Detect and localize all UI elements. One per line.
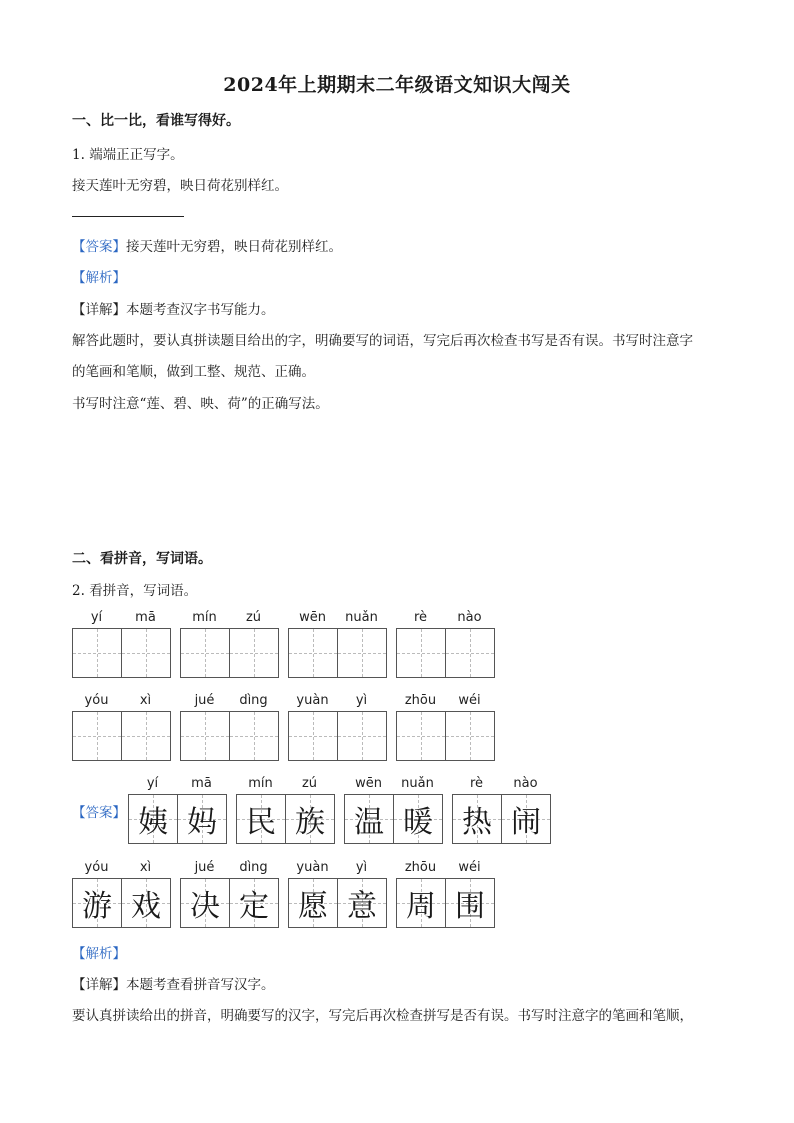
page-title: 2024年上期期末二年级语文知识大闯关 <box>223 74 571 96</box>
pinyin-syllable: zú <box>245 610 262 625</box>
answer-char-cell <box>180 878 230 928</box>
tianzige-cell[interactable] <box>180 711 230 761</box>
tianzige-cell[interactable] <box>72 711 122 761</box>
answer-box-pair <box>396 878 494 928</box>
pinyin-syllable: yí <box>146 776 159 791</box>
pinyin-syllable: yuàn <box>296 693 329 708</box>
answer-char: 游 <box>82 889 112 924</box>
tianzige-cell[interactable] <box>229 711 279 761</box>
pinyin-syllable: jué <box>194 693 215 708</box>
answer-char-cell <box>288 878 338 928</box>
answer-box-pair <box>180 878 278 928</box>
poem-line: 接天莲叶无穷碧，映日荷花别样红。 <box>72 178 288 194</box>
tianzige-cell[interactable] <box>121 628 171 678</box>
answer-char: 定 <box>239 889 269 924</box>
answer-char: 暖 <box>403 805 433 840</box>
pinyin-group <box>180 860 278 875</box>
pinyin-group <box>288 610 386 625</box>
explanation-para-3: 书写时注意“莲、碧、映、荷”的正确写法。 <box>72 396 329 412</box>
pinyin-group <box>288 860 386 875</box>
tianzige-cell[interactable] <box>396 628 446 678</box>
writing-box-pair[interactable] <box>72 711 170 761</box>
pinyin-group <box>396 860 494 875</box>
explanation-para-1: 解答此题时，要认真拼读题目给出的字，明确要写的词语，写完后再次检查书写是否有误。书写时注意字 <box>72 333 693 349</box>
question-1-text: 端端正正写字。 <box>89 147 184 163</box>
pinyin-syllable: zhōu <box>404 693 437 708</box>
tianzige-cell[interactable] <box>396 711 446 761</box>
pinyin-group <box>452 776 550 791</box>
answer-char: 周 <box>406 889 436 924</box>
answer-char-cell <box>177 794 227 844</box>
answer-char-cell <box>445 878 495 928</box>
answer-char: 姨 <box>138 805 168 840</box>
writing-box-pair[interactable] <box>72 628 170 678</box>
pinyin-syllable: mín <box>248 776 273 791</box>
tianzige-cell[interactable] <box>229 628 279 678</box>
pinyin-syllable: yóu <box>84 860 109 875</box>
pinyin-syllable: zú <box>301 776 318 791</box>
pinyin-syllable: yì <box>355 860 368 875</box>
question-1-number: 1. <box>72 147 85 163</box>
answer-char: 戏 <box>131 889 161 924</box>
pinyin-syllable: wéi <box>458 693 481 708</box>
answer-char: 意 <box>347 889 377 924</box>
answer-char: 围 <box>455 889 485 924</box>
question-2-number: 2. <box>72 583 85 599</box>
answer-box-pair <box>288 878 386 928</box>
tianzige-cell[interactable] <box>121 711 171 761</box>
analysis-tag: 【解析】 <box>72 270 126 286</box>
pinyin-group <box>72 860 170 875</box>
pinyin-syllable: zhōu <box>404 860 437 875</box>
answer-1-text: 接天莲叶无穷碧，映日荷花别样红。 <box>126 239 342 255</box>
explanation-2-para-1: 要认真拼读给出的拼音，明确要写的汉字，写完后再次检查拼写是否有误。书写时注意字的笔画和笔顺， <box>72 1008 693 1024</box>
answer-box-pair <box>344 794 442 844</box>
pinyin-syllable: jué <box>194 860 215 875</box>
detail-tag: 【详解】 <box>72 302 126 318</box>
section-2-heading: 二、看拼音，写词语。 <box>72 551 212 567</box>
detail-2 <box>72 973 275 993</box>
tianzige-cell[interactable] <box>72 628 122 678</box>
answer-char: 闹 <box>511 805 541 840</box>
pinyin-syllable: yì <box>355 693 368 708</box>
pinyin-syllable: nuǎn <box>345 610 378 625</box>
tianzige-cell[interactable] <box>180 628 230 678</box>
analysis-2-tag: 【解析】 <box>72 946 126 962</box>
explanation-para-2: 的笔画和笔顺，做到工整、规范、正确。 <box>72 364 315 380</box>
pinyin-syllable: wéi <box>458 860 481 875</box>
answer-blank <box>72 216 184 217</box>
answer-char-cell <box>337 878 387 928</box>
writing-box-pair[interactable] <box>396 711 494 761</box>
detail-1 <box>72 298 275 318</box>
answer-box-pair <box>72 878 170 928</box>
answer-char-cell <box>128 794 178 844</box>
pinyin-syllable: dìng <box>239 693 268 708</box>
answer-char-cell <box>236 794 286 844</box>
answer-char-cell <box>393 794 443 844</box>
answer-char-cell <box>121 878 171 928</box>
answer-char: 族 <box>295 805 325 840</box>
answer-char-cell <box>72 878 122 928</box>
answer-1 <box>72 235 342 255</box>
answer-box-pair <box>452 794 550 844</box>
pinyin-group <box>288 693 386 708</box>
tianzige-cell[interactable] <box>337 628 387 678</box>
tianzige-cell[interactable] <box>337 711 387 761</box>
answer-box-pair <box>128 794 226 844</box>
answer-char: 温 <box>354 805 384 840</box>
pinyin-syllable: nuǎn <box>401 776 434 791</box>
tianzige-cell[interactable] <box>288 628 338 678</box>
pinyin-group <box>396 610 494 625</box>
pinyin-syllable: yí <box>90 610 103 625</box>
pinyin-group <box>180 693 278 708</box>
pinyin-syllable: xì <box>139 860 152 875</box>
answer-tag: 【答案】 <box>72 239 126 255</box>
writing-box-pair[interactable] <box>288 711 386 761</box>
pinyin-syllable: mā <box>135 610 156 625</box>
question-2-text: 看拼音，写词语。 <box>89 583 198 599</box>
pinyin-syllable: mā <box>191 776 212 791</box>
answer-char: 愿 <box>298 889 328 924</box>
answer-char-cell <box>344 794 394 844</box>
tianzige-cell[interactable] <box>445 711 495 761</box>
pinyin-syllable: xì <box>139 693 152 708</box>
tianzige-cell[interactable] <box>445 628 495 678</box>
answer-char-cell <box>396 878 446 928</box>
answer-2-tag: 【答案】 <box>72 805 126 821</box>
writing-box-pair[interactable] <box>288 628 386 678</box>
writing-box-pair[interactable] <box>180 628 278 678</box>
writing-box-pair[interactable] <box>396 628 494 678</box>
pinyin-syllable: yóu <box>84 693 109 708</box>
writing-box-pair[interactable] <box>180 711 278 761</box>
pinyin-syllable: wēn <box>299 610 326 625</box>
pinyin-syllable: yuàn <box>296 860 329 875</box>
answer-char: 决 <box>190 889 220 924</box>
answer-char-cell <box>229 878 279 928</box>
pinyin-syllable: nào <box>457 610 482 625</box>
pinyin-group <box>128 776 226 791</box>
pinyin-syllable: wēn <box>355 776 382 791</box>
section-1-heading: 一、比一比，看谁写得好。 <box>72 113 240 129</box>
pinyin-syllable: rè <box>469 776 484 791</box>
detail-2-text: 本题考查看拼音写汉字。 <box>126 977 275 993</box>
pinyin-group <box>180 610 278 625</box>
pinyin-syllable: dìng <box>239 860 268 875</box>
detail-2-tag: 【详解】 <box>72 977 126 993</box>
pinyin-group <box>344 776 442 791</box>
answer-box-pair <box>236 794 334 844</box>
answer-char-cell <box>285 794 335 844</box>
pinyin-syllable: mín <box>192 610 217 625</box>
answer-char-cell <box>452 794 502 844</box>
answer-char: 民 <box>246 805 276 840</box>
answer-char-cell <box>501 794 551 844</box>
pinyin-group <box>72 610 170 625</box>
question-2 <box>72 579 197 599</box>
pinyin-group <box>396 693 494 708</box>
pinyin-group <box>236 776 334 791</box>
tianzige-cell[interactable] <box>288 711 338 761</box>
question-1 <box>72 143 184 163</box>
pinyin-syllable: rè <box>413 610 428 625</box>
pinyin-syllable: nào <box>513 776 538 791</box>
detail-1-text: 本题考查汉字书写能力。 <box>126 302 275 318</box>
answer-char: 热 <box>462 805 492 840</box>
answer-char: 妈 <box>187 805 217 840</box>
pinyin-group <box>72 693 170 708</box>
